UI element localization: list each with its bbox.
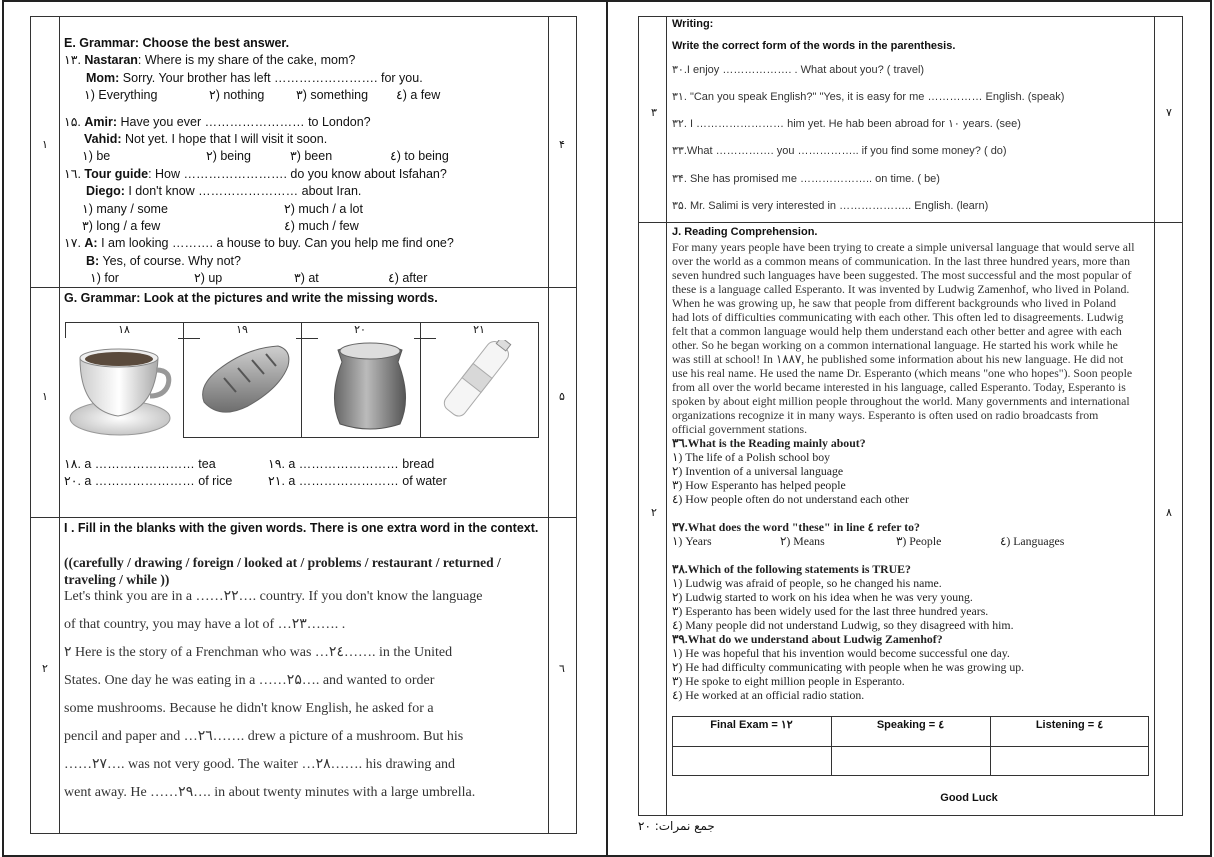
- passage-line: some mushrooms. Because he didn't know English, he asked for a: [64, 701, 434, 716]
- cloze-passage: [64, 588, 544, 812]
- q15-line2: [64, 131, 546, 148]
- writing-item[interactable]: ٣٠.I enjoy ………………. . What about you? ( travel): [672, 64, 925, 76]
- q39-question: ٣٩.What do we understand about Ludwig Zamenhof?: [672, 632, 943, 646]
- passage-line: felt that a common language would help them understand each other better and agree with each: [672, 324, 1122, 338]
- section-e-question-number: ۴: [559, 138, 565, 151]
- writing-item[interactable]: ٣٢. I …………………… him yet. He hab been abroad for ١٠ years. (see): [672, 118, 1021, 130]
- q17-line2: [64, 253, 546, 270]
- writing-title: Writing:: [672, 18, 714, 30]
- passage-line: had lots of difficulties communicating with each other. This often led to disagreements. Ludwig: [672, 310, 1124, 324]
- right-score-col-line: [666, 16, 667, 816]
- q16-text2: I don't know …………………… about Iran.: [124, 184, 362, 199]
- picture-number: ٢١: [473, 324, 485, 336]
- q15-speaker: Amir:: [84, 114, 118, 129]
- q38-question: ٣٨.Which of the following statements is TRUE?: [672, 562, 911, 576]
- rice-sack-picture: [328, 338, 412, 434]
- q15-line1: [64, 114, 546, 131]
- grid-line: [183, 322, 184, 438]
- passage-line: use his real name. He used the name Dr. Esperanto (which means "one who hopes"). Soon people: [672, 366, 1133, 380]
- q37-option[interactable]: ٣) People: [896, 534, 942, 548]
- q36-option[interactable]: ١) The life of a Polish school boy: [672, 450, 831, 464]
- passage-line: from all over the world became interested in his language, called Esperanto. Today, Esperanto is: [672, 380, 1126, 394]
- q17-speaker2: B:: [86, 253, 100, 268]
- q39-option[interactable]: ١) He was hopeful that his invention would become successful one day.: [672, 646, 1010, 660]
- reading-score: ٢: [651, 506, 657, 519]
- q13-option[interactable]: ٣) something: [296, 88, 369, 103]
- reading-question-number: ٨: [1166, 506, 1172, 519]
- passage-line: States. One day he was eating in a ……٢۵…. and wanted to order: [64, 673, 435, 688]
- picture-number: ١٩: [236, 324, 248, 336]
- q39-option[interactable]: ٢) He had difficulty communicating with people when he was growing up.: [672, 660, 1025, 674]
- q37-option[interactable]: ٤) Languages: [1000, 534, 1065, 548]
- grid-line: [414, 338, 436, 339]
- q16-text: : How ……………………. do you know about Isfahan?: [148, 166, 447, 181]
- q17-option[interactable]: ١) for: [90, 271, 119, 286]
- water-bottle-picture: [432, 340, 524, 420]
- q16-line1: [64, 166, 546, 183]
- q15-options: [64, 148, 546, 165]
- total-score: جمع نمرات: ٢٠: [638, 819, 715, 833]
- q16-option[interactable]: ٣) long / a few: [82, 219, 161, 234]
- passage-line: pencil and paper and …٢٦……. drew a picture of a mushroom. But his: [64, 729, 464, 744]
- writing-item[interactable]: ٣١. "Can you speak English?" "Yes, it is easy for me …………… English. (speak): [672, 91, 1065, 103]
- q17-option[interactable]: ٢) up: [194, 271, 223, 286]
- q13-text2: Sorry. Your brother has left ……………………. for you.: [119, 70, 423, 85]
- q17-line1: [64, 235, 546, 252]
- picture-number: ٢٠: [354, 324, 366, 336]
- q36-option[interactable]: ٣) How Esperanto has helped people: [672, 478, 846, 492]
- section-i-question-number: ٦: [559, 662, 565, 675]
- grid-line: [178, 338, 200, 339]
- passage-line: other. So he began working on a common international language. He started his work while he: [672, 338, 1118, 352]
- writing-item[interactable]: ٣٣.What ……………. you …………….. if you find some money? ( do): [672, 145, 1007, 157]
- grid-line: [420, 322, 421, 438]
- writing-score: ٣: [651, 106, 657, 119]
- fill-line-20[interactable]: ٢٠. a …………………… of rice: [64, 474, 233, 489]
- teacup-picture: [68, 340, 178, 438]
- word-bank-line2: traveling / while )): [64, 572, 170, 587]
- reading-title: J. Reading Comprehension.: [672, 226, 818, 238]
- section-g-score: ١: [42, 390, 48, 403]
- q17-options: [64, 270, 546, 287]
- q13-line2: [64, 70, 546, 87]
- q15-option[interactable]: ١) be: [82, 149, 111, 164]
- grid-line: [301, 322, 302, 438]
- q17-text: I am looking ………. a house to buy. Can you help me find one?: [97, 236, 454, 251]
- passage-line: When he was growing up, he saw that people from different backgrounds who lived in Poland: [672, 296, 1117, 310]
- q36-option[interactable]: ٤) How people often do not understand each other: [672, 492, 909, 506]
- q36-question: ٣٦.What is the Reading mainly about?: [672, 436, 866, 450]
- q38-option[interactable]: ٣) Esperanto has been widely used for the last three hundred years.: [672, 604, 989, 618]
- scores-table-line: [672, 746, 1149, 747]
- passage-line: seven hundred such languages have been suggested. The most successful and the most popular of: [672, 268, 1132, 282]
- section-g-lines: [64, 456, 544, 491]
- passage-line: organizations recognize it in many ways. Esperanto is often used on radio broadcasts from: [672, 408, 1099, 422]
- q13-text: : Where is my share of the cake, mom?: [137, 53, 356, 68]
- grid-line: [296, 338, 318, 339]
- section-e-score: ١: [42, 138, 48, 151]
- q39-option[interactable]: ٤) He worked at an official radio station.: [672, 688, 865, 702]
- q37-option[interactable]: ٢) Means: [780, 534, 825, 548]
- q16-options-row2: [64, 218, 546, 235]
- q13-speaker: Nastaran: [84, 53, 138, 68]
- row-divider: [30, 517, 577, 518]
- q15-option[interactable]: ٣) been: [290, 149, 333, 164]
- q13-option[interactable]: ٤) a few: [396, 88, 441, 103]
- writing-subtitle: Write the correct form of the words in the parenthesis.: [672, 40, 956, 52]
- q17-speaker: A:: [84, 236, 98, 251]
- speaking-header: Speaking = ٤: [876, 719, 945, 731]
- section-i-title: I . Fill in the blanks with the given words. There is one extra word in the context.: [64, 521, 539, 535]
- passage-line: of that country, you may have a lot of …٢٣……. .: [64, 617, 346, 632]
- q13-line1: [64, 52, 546, 69]
- q37-options: [672, 534, 1152, 548]
- q37-question: ٣٧.What does the word "these" in line ٤ refer to?: [672, 520, 920, 534]
- passage-line: went away. He ……٢٩…. in about twenty minutes with a large umbrella.: [64, 785, 476, 800]
- grid-line: [183, 437, 539, 438]
- q16-line2: [64, 183, 546, 200]
- passage-line: official government stations.: [672, 422, 808, 436]
- picture-number: ١٨: [118, 324, 130, 336]
- row-divider: [638, 222, 1183, 223]
- q38-option[interactable]: ٢) Ludwig started to work on his idea when he was very young.: [672, 590, 973, 604]
- q17-text2: Yes, of course. Why not?: [99, 253, 241, 268]
- word-bank-line1: ((carefully / drawing / foreign / looked at / problems / restaurant / returned /: [64, 555, 501, 570]
- q37-option[interactable]: ١) Years: [672, 534, 712, 548]
- grid-line: [538, 322, 539, 438]
- q17-number: ١٧.: [64, 236, 81, 251]
- q15-option[interactable]: ٢) being: [206, 149, 251, 164]
- passage-line: ……٢٧…. was not very good. The waiter …٢٨……. his drawing and: [64, 757, 456, 772]
- final-exam-header: Final Exam = ١٢: [710, 719, 793, 731]
- fill-line-19[interactable]: ١٩. a …………………… bread: [268, 457, 435, 471]
- q13-option[interactable]: ١) Everything: [84, 88, 158, 103]
- q36-option[interactable]: ٢) Invention of a universal language: [672, 464, 844, 478]
- word-bank: [64, 554, 501, 588]
- right-qnum-col-line: [1154, 16, 1155, 816]
- section-g-question-number: ۵: [559, 390, 565, 403]
- fill-line-18[interactable]: ١٨. a …………………… tea: [64, 457, 216, 471]
- q13-options: [64, 87, 546, 104]
- q16-option[interactable]: ٤) much / few: [284, 219, 359, 234]
- left-score-col-line: [59, 16, 60, 834]
- passage-line: spoken by about eight million people throughout the world. Many governments and international: [672, 394, 1130, 408]
- q17-option[interactable]: ٣) at: [294, 271, 319, 286]
- writing-section: [672, 18, 1152, 219]
- q15-speaker2: Vahid:: [84, 132, 122, 147]
- good-luck: Good Luck: [940, 792, 998, 804]
- fill-line-21[interactable]: ٢١. a …………………… of water: [268, 474, 447, 489]
- q15-text: Have you ever …………………… to London?: [117, 114, 371, 129]
- section-e: [64, 35, 546, 288]
- q16-speaker2: Diego:: [86, 184, 125, 199]
- passage-line: was still at school! In ١٨٨٧, he published some information about his new language. He did not: [672, 352, 1124, 366]
- section-i-score: ٢: [42, 662, 48, 675]
- q15-text2: Not yet. I hope that I will visit it soon.: [121, 132, 328, 147]
- q13-option[interactable]: ٢) nothing: [209, 88, 265, 103]
- q13-number: ١٣.: [64, 53, 81, 68]
- reading-section: [672, 226, 1152, 702]
- q16-option[interactable]: ١) many / some: [82, 201, 168, 216]
- writing-question-number: ٧: [1166, 106, 1172, 119]
- q16-number: ١٦.: [64, 166, 81, 181]
- q13-speaker2: Mom:: [86, 70, 120, 85]
- passage-line: over the world as a common means of communication. In the last three hundred years, more than: [672, 254, 1130, 268]
- q38-option[interactable]: ٤) Many people did not understand Ludwig, so they disagreed with him.: [672, 618, 1014, 632]
- q17-option[interactable]: ٤) after: [388, 271, 428, 286]
- section-g-title: G. Grammar: Look at the pictures and write the missing words.: [64, 291, 438, 305]
- q15-option[interactable]: ٤) to being: [390, 149, 449, 164]
- listening-header: Listening = ٤: [1035, 719, 1104, 731]
- writing-item[interactable]: ٣۵. Mr. Salimi is very interested in ……………….. English. (learn): [672, 200, 989, 212]
- left-qnum-col-line: [548, 16, 549, 834]
- passage-line: For many years people have been trying to create a simple universal language that would serve all: [672, 240, 1135, 254]
- reading-passage: [672, 240, 1152, 436]
- passage-line: ٢ Here is the story of a Frenchman who was …٢٤……. in the United: [64, 645, 453, 660]
- q16-options-row1: [64, 201, 546, 218]
- q38-option[interactable]: ١) Ludwig was afraid of people, so he changed his name.: [672, 576, 942, 590]
- q16-speaker: Tour guide: [84, 166, 149, 181]
- section-e-title: E. Grammar: Choose the best answer.: [64, 36, 290, 50]
- passage-line: Let's think you are in a ……٢٢…. country. If you don't know the language: [64, 589, 483, 604]
- q15-number: ١۵.: [64, 114, 81, 129]
- q16-option[interactable]: ٢) much / a lot: [284, 201, 363, 216]
- passage-line: these is a language called Esperanto. It was invented by Ludwig Zamenhof, who lived in Poland.: [672, 282, 1130, 296]
- q39-option[interactable]: ٣) He spoke to eight million people in Esperanto.: [672, 674, 905, 688]
- bread-picture: [196, 340, 294, 420]
- writing-item[interactable]: ٣۴. She has promised me ……………….. on time. ( be): [672, 173, 940, 185]
